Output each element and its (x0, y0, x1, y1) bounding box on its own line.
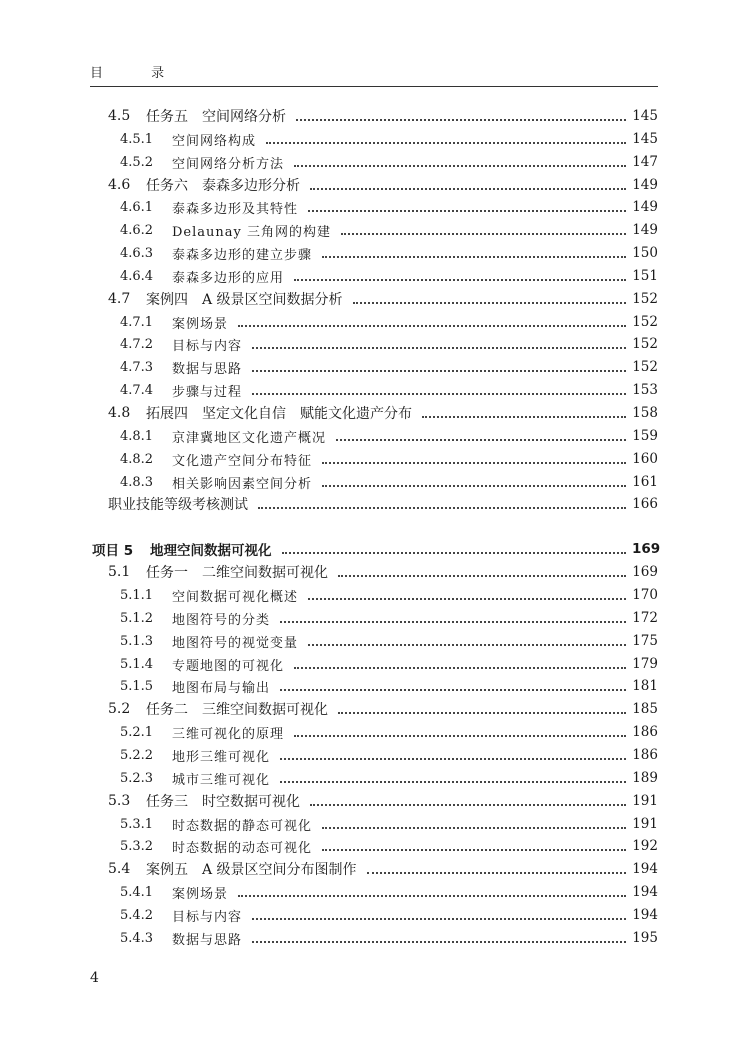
toc-entry (108, 105, 658, 127)
toc-entry-page: 151 (632, 268, 658, 284)
toc-entry-title: 任务三 时空数据可视化 (146, 794, 300, 810)
toc-entry-number: 5.4.2 (120, 907, 154, 923)
dot-leader (266, 142, 626, 144)
toc-entry (120, 151, 658, 173)
toc-entry-number: 4.5 (108, 108, 131, 124)
toc-entry (120, 881, 658, 903)
toc-entry-page: 160 (632, 451, 658, 467)
toc-entry-title: 目标与内容 (172, 338, 243, 354)
toc-entry-page: 186 (632, 724, 658, 740)
dot-leader (294, 735, 626, 737)
toc-entry-title: 任务二 三维空间数据可视化 (146, 702, 328, 718)
dot-leader (341, 233, 626, 235)
toc-entry-number: 5.2.2 (120, 747, 154, 763)
toc-entry-number: 4.8.1 (120, 428, 154, 444)
dot-leader (252, 918, 626, 920)
toc-entry-number: 4.7 (108, 291, 131, 307)
toc-entry (120, 356, 658, 378)
toc-entry-title: 地图符号的视觉变量 (172, 635, 299, 651)
toc-entry-title: 时态数据的动态可视化 (172, 840, 313, 856)
dot-leader (308, 210, 626, 212)
toc-entry-page: 186 (632, 747, 658, 763)
dot-leader (282, 552, 627, 554)
toc-entry-title: 地理空间数据可视化 (150, 543, 272, 559)
toc-entry (92, 538, 661, 560)
toc-entry-page: 152 (632, 291, 658, 307)
toc-entry-number: 4.6 (108, 177, 131, 193)
toc-entry-page: 166 (632, 496, 658, 512)
toc-entry-number: 4.8 (108, 405, 131, 421)
toc-entry (120, 813, 658, 835)
toc-entry (120, 333, 658, 355)
page-number: 4 (90, 970, 99, 986)
toc-entry-page: 175 (632, 633, 658, 649)
toc-entry-page: 147 (632, 154, 658, 170)
toc-entry-page: 149 (632, 222, 658, 238)
dot-leader (322, 485, 626, 487)
toc-entry-number: 4.7.2 (120, 336, 154, 352)
toc-entry-title: 泰森多边形的应用 (172, 270, 285, 286)
toc-entry (108, 288, 658, 310)
toc-entry (120, 584, 658, 606)
toc-entry-page: 172 (632, 610, 658, 626)
toc-entry-title: 案例场景 (172, 316, 229, 332)
dot-leader (322, 462, 626, 464)
toc-entry-number: 5.3.2 (120, 838, 154, 854)
toc-entry-page: 145 (632, 108, 658, 124)
toc-entry-title: 任务一 二维空间数据可视化 (146, 565, 328, 581)
toc-entry (108, 698, 658, 720)
toc-entry-page: 170 (632, 587, 658, 603)
toc-entry (120, 927, 658, 949)
toc-entry-title: 时态数据的静态可视化 (172, 818, 313, 834)
toc-entry-title: 步骤与过程 (172, 384, 243, 400)
toc-entry (120, 721, 658, 743)
toc-entry-page: 194 (632, 907, 658, 923)
toc-entry-page: 152 (632, 359, 658, 375)
toc-entry-page: 169 (632, 564, 658, 580)
toc-entry-page: 161 (632, 474, 658, 490)
dot-leader (280, 781, 626, 783)
dot-leader (322, 849, 626, 851)
dot-leader (294, 165, 626, 167)
toc-entry-title: 任务五 空间网络分析 (146, 109, 286, 125)
toc-entry-page: 152 (632, 314, 658, 330)
toc-entry-page: 149 (632, 199, 658, 215)
toc-entry-number: 4.7.1 (120, 314, 154, 330)
running-header-label: 目 录 (90, 66, 187, 81)
toc-entry (120, 219, 658, 241)
toc-entry-number: 5.3 (108, 793, 131, 809)
toc-entry-number: 5.4 (108, 861, 131, 877)
toc-entry-title: 目标与内容 (172, 909, 243, 925)
dot-leader (252, 941, 626, 943)
toc-entry-page: 195 (632, 930, 658, 946)
toc-entry-page: 194 (632, 884, 658, 900)
toc-entry-page: 181 (632, 678, 658, 694)
toc-entry-page: 179 (632, 656, 658, 672)
toc-entry-page: 149 (632, 177, 658, 193)
dot-leader (338, 712, 626, 714)
toc-entry (108, 858, 658, 880)
toc-entry (120, 653, 658, 675)
toc-entry-number: 4.6.2 (120, 222, 154, 238)
toc-entry-page: 192 (632, 838, 658, 854)
toc-entry-title: 京津冀地区文化遗产概况 (172, 430, 327, 446)
toc-entry-number: 5.2.1 (120, 724, 154, 740)
toc-entry-number: 4.8.3 (120, 474, 154, 490)
dot-leader (310, 188, 626, 190)
toc-entry-number: 4.7.3 (120, 359, 154, 375)
toc-entry-title: 地形三维可视化 (172, 749, 271, 765)
toc-entry-title: 数据与思路 (172, 932, 243, 948)
toc-entry-title: 泰森多边形的建立步骤 (172, 247, 313, 263)
toc-entry-title: 城市三维可视化 (172, 772, 271, 788)
toc-entry-number: 5.1.5 (120, 678, 154, 694)
toc-entry-number: 4.6.4 (120, 268, 154, 284)
toc-entry-title: 任务六 泰森多边形分析 (146, 178, 300, 194)
toc-entry-number: 4.8.2 (120, 451, 154, 467)
toc-entry (120, 425, 658, 447)
toc-entry-title: 案例场景 (172, 886, 229, 902)
toc-entry-number: 4.7.4 (120, 382, 154, 398)
toc-entry (120, 675, 658, 697)
dot-leader (308, 644, 626, 646)
toc-entry-title: 空间数据可视化概述 (172, 589, 299, 605)
toc-entry-page: 145 (632, 131, 658, 147)
dot-leader (322, 256, 626, 258)
dot-leader (280, 758, 626, 760)
toc-entry-number: 4.5.2 (120, 154, 154, 170)
dot-leader (280, 621, 626, 623)
toc-entry-title: 案例四 A 级景区空间数据分析 (146, 292, 343, 308)
dot-leader (422, 416, 626, 418)
toc-entry-title: Delaunay 三角网的构建 (172, 224, 331, 240)
toc-entry (108, 402, 658, 424)
toc-entry-page: 191 (632, 816, 658, 832)
toc-entry-number: 5.4.1 (120, 884, 154, 900)
toc-entry-title: 相关影响因素空间分析 (172, 476, 313, 492)
toc-entry (108, 790, 658, 812)
dot-leader (353, 302, 626, 304)
toc-entry-title: 文化遗产空间分布特征 (172, 453, 313, 469)
dot-leader (296, 119, 626, 121)
toc-entry-title: 空间网络分析方法 (172, 156, 285, 172)
dot-leader (310, 804, 626, 806)
dot-leader (367, 872, 626, 874)
toc-entry-page: 189 (632, 770, 658, 786)
toc-entry-number: 5.1.1 (120, 587, 154, 603)
toc-entry (120, 607, 658, 629)
toc-entry (120, 242, 658, 264)
toc-entry-page: 153 (632, 382, 658, 398)
toc-entry-number: 5.3.1 (120, 816, 154, 832)
toc-entry-title: 地图布局与输出 (172, 680, 271, 696)
toc-entry-number: 5.1.4 (120, 656, 154, 672)
dot-leader (252, 393, 626, 395)
toc-entry-title: 泰森多边形及其特性 (172, 201, 299, 217)
dot-leader (294, 279, 626, 281)
dot-leader (322, 827, 626, 829)
toc-entry-number: 5.4.3 (120, 930, 154, 946)
toc-entry-page: 194 (632, 861, 658, 877)
toc-entry-title: 案例五 A 级景区空间分布图制作 (146, 862, 357, 878)
dot-leader (238, 325, 626, 327)
toc-entry (108, 561, 658, 583)
toc-entry (120, 448, 658, 470)
dot-leader (238, 895, 626, 897)
toc-entry-number: 项目 5 (92, 543, 134, 559)
toc-entry-number: 5.2 (108, 701, 131, 717)
toc-entry-number: 5.2.3 (120, 770, 154, 786)
toc-entry-title: 三维可视化的原理 (172, 726, 285, 742)
dot-leader (252, 370, 626, 372)
toc-entry-page: 191 (632, 793, 658, 809)
toc-entry-number: 4.6.3 (120, 245, 154, 261)
toc-entry-page: 158 (632, 405, 658, 421)
toc-entry (120, 471, 658, 493)
toc-entry-number: 4.6.1 (120, 199, 154, 215)
dot-leader (308, 598, 626, 600)
toc-entry (120, 379, 658, 401)
toc-entry-page: 185 (632, 701, 658, 717)
toc-entry-page: 169 (632, 541, 661, 557)
dot-leader (258, 507, 626, 509)
toc-entry-title: 地图符号的分类 (172, 612, 271, 628)
toc-entry (120, 128, 658, 150)
dot-leader (280, 689, 626, 691)
toc-entry (120, 904, 658, 926)
dot-leader (294, 667, 626, 669)
toc-entry-number: 5.1.3 (120, 633, 154, 649)
toc-entry-number: 4.5.1 (120, 131, 154, 147)
toc-entry (120, 630, 658, 652)
toc-entry-title: 空间网络构成 (172, 133, 257, 149)
toc-entry-title: 拓展四 坚定文化自信 赋能文化遗产分布 (146, 406, 412, 422)
toc-entry-page: 152 (632, 336, 658, 352)
dot-leader (252, 347, 626, 349)
toc-entry (120, 767, 658, 789)
dot-leader (338, 575, 626, 577)
toc-entry (108, 174, 658, 196)
dot-leader (336, 439, 626, 441)
toc-entry-page: 159 (632, 428, 658, 444)
toc-entry-number: 5.1.2 (120, 610, 154, 626)
toc-entry-title: 职业技能等级考核测试 (108, 497, 248, 513)
toc-entry (120, 744, 658, 766)
toc-entry-number: 5.1 (108, 564, 131, 580)
toc-entry (120, 265, 658, 287)
toc-entry-title: 专题地图的可视化 (172, 658, 285, 674)
toc-entry (120, 196, 658, 218)
toc-entry (108, 493, 658, 515)
toc-entry-title: 数据与思路 (172, 361, 243, 377)
toc-entry-page: 150 (632, 245, 658, 261)
toc-entry (120, 835, 658, 857)
toc-entry (120, 311, 658, 333)
running-header (90, 62, 658, 87)
